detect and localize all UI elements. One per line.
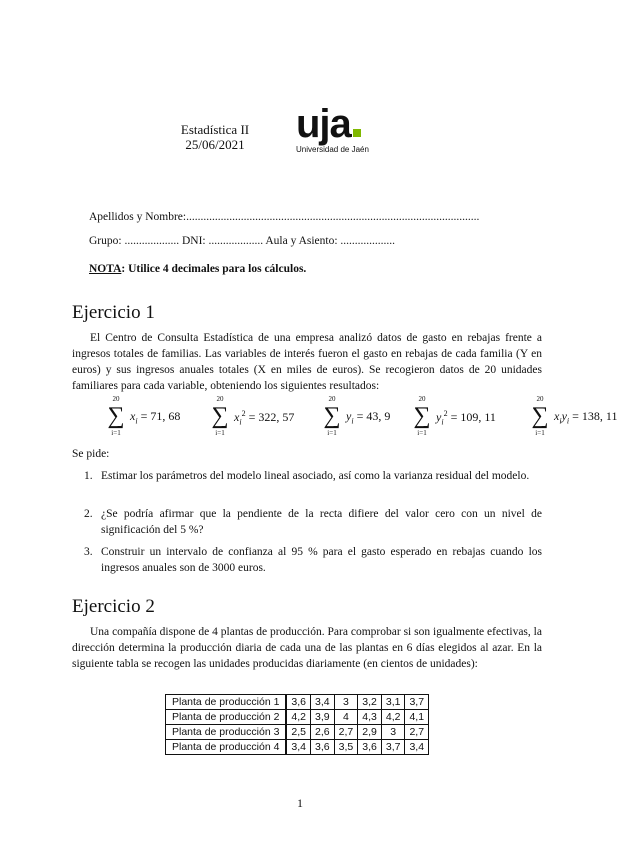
table-cell: 3,9: [311, 710, 335, 725]
table-cell: 2,5: [286, 725, 310, 740]
table-cell: 4: [334, 710, 358, 725]
sum-symbol: 20 ∑ i=1: [323, 395, 341, 437]
group-field: Grupo: ...................: [89, 235, 180, 247]
sum-symbol: 20 ∑ i=1: [211, 395, 229, 437]
sum-symbol: 20 ∑ i=1: [107, 395, 125, 437]
table-cell: 3,1: [381, 695, 405, 710]
name-field: Apellidos y Nombre:......................................................................................................: [89, 211, 480, 223]
row-label: Planta de producción 1: [166, 695, 287, 710]
university-logo: [296, 102, 369, 154]
exercise-1-title: Ejercicio 1: [72, 302, 155, 323]
note-label: NOTA: [89, 263, 122, 275]
sum-y: $y_i = 43$, 9: [346, 409, 391, 426]
row-label: Planta de producción 4: [166, 740, 287, 755]
table-cell: 3,7: [405, 695, 429, 710]
table-cell: 2,6: [311, 725, 335, 740]
table-row: [166, 725, 429, 740]
exam-date: 25/06/2021: [185, 137, 245, 152]
logo-dot: [353, 129, 361, 137]
sum-symbol: 20 ∑ i=1: [531, 395, 549, 437]
table-cell: 3,5: [334, 740, 358, 755]
question-item: 1. Estimar los parámetros del modelo lineal asociado, así como la varianza residual del modelo.: [84, 470, 530, 482]
exercise-2-title: Ejercicio 2: [72, 596, 155, 617]
logo-subtitle: Universidad de Jaén: [296, 145, 369, 154]
table-cell: 3,6: [358, 740, 382, 755]
summation-formulas: [102, 395, 617, 439]
exercise-1-statement: El Centro de Consulta Estadística de una empresa analizó datos de gasto en rebajas frente a ingresos totales de familias. Las variables de interés fueron el gasto en rebajas de cada familia (Y en euros) y sus ingresos anuales totales (X en miles de euros). Se recogieron datos de 20 unidades familiares para cada variable, obteniendo los siguientes resultados:: [72, 332, 542, 392]
exercise-2-statement: Una compañía dispone de 4 plantas de producción. Para comprobar si son igualmente efectivas, la dirección determina la producción diaria de cada una de las plantas en 6 días elegidos al azar. En la siguiente tabla se recogen las unidades producidas diariamente (en cientos de unidades):: [72, 626, 542, 670]
table-cell: 2,7: [334, 725, 358, 740]
table-cell: 3,6: [311, 740, 335, 755]
se-pide: Se pide:: [72, 448, 110, 460]
table-cell: 3: [334, 695, 358, 710]
course-title: Estadística II: [180, 122, 250, 137]
table-cell: 3,6: [286, 695, 310, 710]
table-cell: 3,4: [405, 740, 429, 755]
table-cell: 2,9: [358, 725, 382, 740]
page-number: 1: [297, 796, 303, 810]
table-cell: 3,4: [311, 695, 335, 710]
sum-x-squared: $x_i^2 = 322$, 57: [234, 409, 295, 427]
seat-field: Aula y Asiento: ...................: [265, 235, 396, 247]
group-dni-seat-line: [89, 235, 541, 247]
row-label: Planta de producción 2: [166, 710, 287, 725]
table-row: [166, 695, 429, 710]
sum-x: $x_i = 71$, 68: [130, 409, 181, 426]
table-cell: 3,4: [286, 740, 310, 755]
table-cell: 2,7: [405, 725, 429, 740]
table-cell: 3,2: [358, 695, 382, 710]
logo-text: uja: [296, 102, 351, 146]
question-item: 3. Construir un intervalo de confianza al 95 % para el gasto esperado en rebajas cuando los ingresos anuales son de 3000 euros.: [84, 546, 542, 574]
table-row: [166, 740, 429, 755]
table-cell: 4,3: [358, 710, 382, 725]
table-cell: 3: [381, 725, 405, 740]
sum-symbol: 20 ∑ i=1: [413, 395, 431, 437]
question-item: 2. ¿Se podría afirmar que la pendiente de la recta difiere del valor cero con un nivel de significación del 5 %?: [84, 508, 542, 536]
table-cell: 3,7: [381, 740, 405, 755]
note-text: : Utilice 4 decimales para los cálculos.: [121, 263, 307, 275]
dni-field: DNI: ...................: [181, 235, 264, 247]
table-cell: 4,2: [286, 710, 310, 725]
sum-xy: $x_iy_i = 138$, 11: [554, 409, 617, 426]
production-table: [165, 694, 429, 755]
table-cell: 4,1: [405, 710, 429, 725]
table-row: [166, 710, 429, 725]
table-cell: 4,2: [381, 710, 405, 725]
sum-y-squared: $y_i^2 = 109$, 11: [436, 409, 496, 427]
row-label: Planta de producción 3: [166, 725, 287, 740]
note: [89, 263, 306, 275]
